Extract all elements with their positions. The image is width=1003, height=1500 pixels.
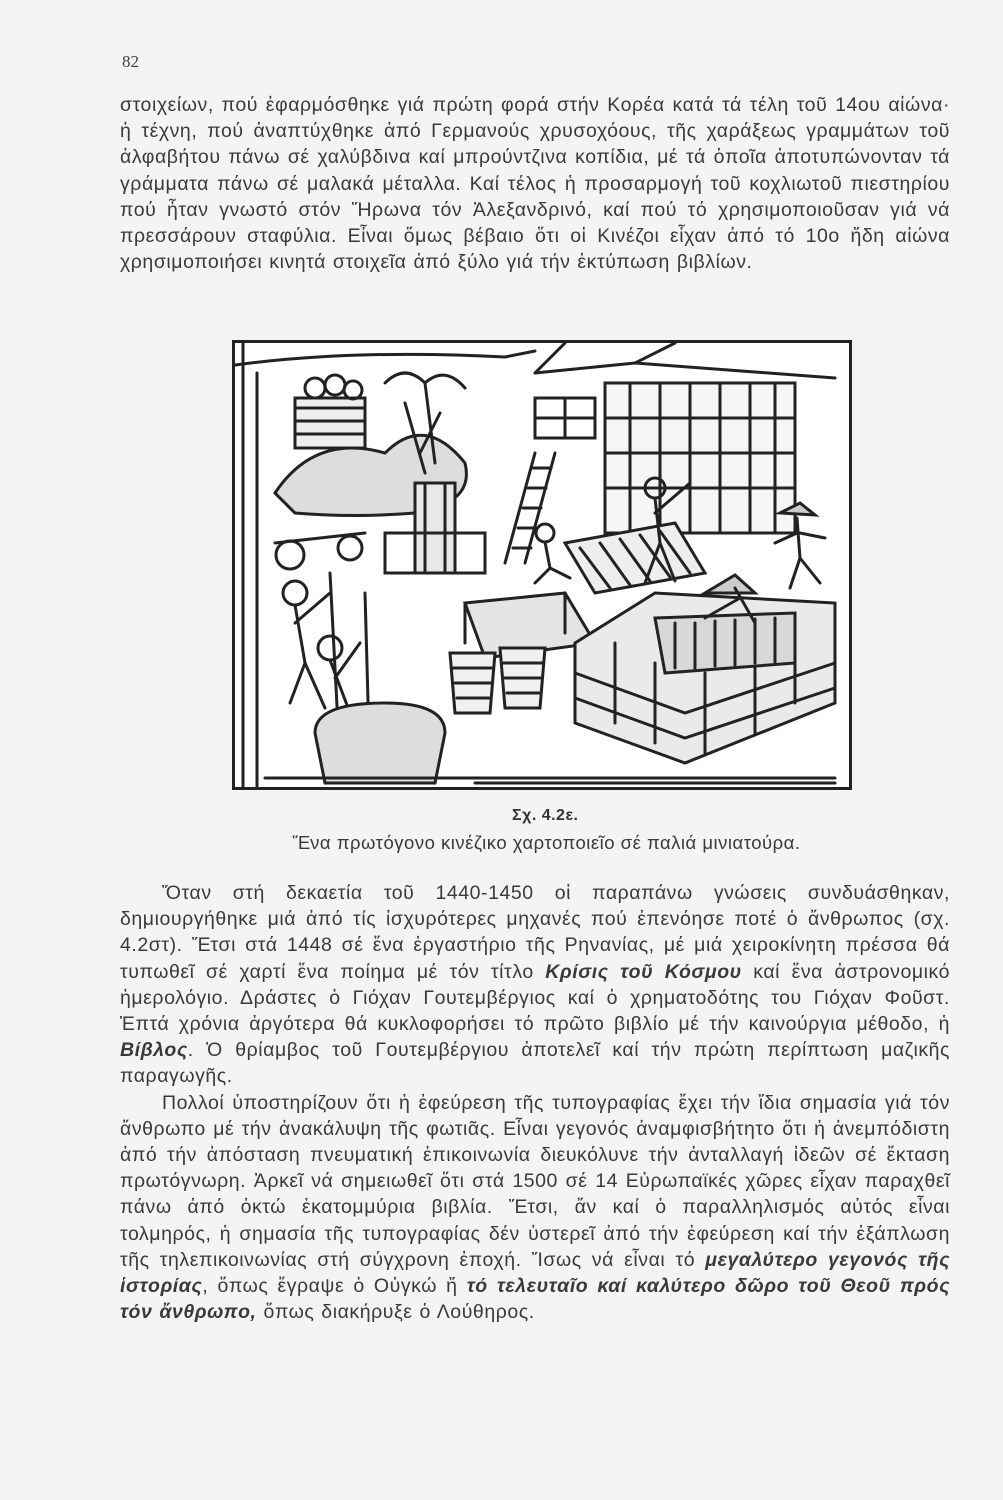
bible-title: Βίβλος — [120, 1039, 188, 1062]
poem-title: Κρίσις τοῦ Κόσμου — [545, 960, 742, 983]
paragraph-2-part-a: Ὅταν στή δεκαετία τοῦ 1440-1450 οἱ παραπάνω γνώσεις συνδυάσθηκαν, δημιουργήθηκε μιά ἀπό τίς ἰσχυρότερες μηχανές πού ἐπενόησε ποτέ ὁ ἄνθρωπος (σχ. 4.2στ). Ἔτσι στά 1448 σέ ἕνα ἐργαστήριο τῆς Ρηνανίας, μέ μιά χειροκίνητη πρέσσα θά τυπωθεῖ σέ χαρτί ἕνα ποίημα μέ τόν τίτλο — [120, 882, 950, 983]
figure-label: Σχ. 4.2ε. — [512, 807, 579, 824]
paragraph-2 — [120, 880, 950, 1090]
paragraph-3-part-c: ὅπως διακήρυξε ὁ Λούθηρος. — [256, 1301, 535, 1324]
paragraph-1-text: στοιχείων, πού ἐφαρμόσθηκε γιά πρώτη φορά στήν Κορέα κατά τά τέλη τοῦ 14ου αἰώνα· ἡ τέχνη, πού ἀναπτύχθηκε ἀπό Γερμανούς χρυσοχόους, τῆς χαράξεως γραμμάτων τοῦ ἀλφαβήτου πάνω σέ χαλύβδινα καί μπρούντζινα κοπίδια, μέ τά ὁποῖα ἀποτυπώνονταν τά γράμματα πάνω σέ μαλακά μέταλλα. Καί τέλος ἡ προσαρμογή τοῦ κοχλιωτοῦ πιεστηρίου πού ἦταν γνωστό στόν Ἥρωνα τόν Ἀλεξανδρινό, καί πού τό χρησιμοποιοῦσαν γιά νά πρεσσάρουν σταφύλια. Εἶναι ὅμως βέβαιο ὅτι οἱ Κινέζοι εἶχαν ἀπό τό 10ο ἤδη αἰώνα χρησιμοποιήσει κινητά στοιχεῖα ἀπό ξύλο γιά τήν ἐκτύπωση βιβλίων. — [120, 94, 950, 274]
paragraph-2-3-container — [120, 880, 950, 1325]
page-number: 82 — [122, 52, 139, 71]
paragraph-3 — [120, 1090, 950, 1326]
papermaking-woodcut — [235, 343, 849, 787]
paragraph-3-part-b: , ὅπως ἔγραψε ὁ Οὐγκώ ἤ — [202, 1275, 467, 1298]
paragraph-3-part-a: Πολλοί ὑποστηρίζουν ὅτι ἡ ἐφεύρεση τῆς τυπογραφίας ἔχει τήν ἴδια σημασία γιά τόν ἄνθρωπο μέ τήν ἀνακάλυψη τῆς φωτιᾶς. Εἶναι γεγονός ἀναμφισβήτητο ὅτι ἡ ἀνεμπόδιστη ἀπό τήν ἀπόσταση πνευματική ἐπικοινωνία διευκόλυνε τήν ἀνταλλαγή ἰδεῶν σέ ἔκταση πρωτόγνωρη. Ἀρκεῖ νά σημειωθεῖ ὅτι στά 1500 σέ 14 Εὐρωπαϊκές χῶρες εἶχαν παραχθεῖ πάνω ἀπό ὀκτώ ἑκατομμύρια βιβλία. Ἔτσι, ἄν καί ὁ παραλληλισμός αὐτός εἶναι τολμηρός, ἡ σημασία τῆς τυπογραφίας δέν ὑστερεῖ ἀπό τήν ἐφεύρεση καί τήν ἐξάπλωση τῆς τηλεπικοινωνίας στή σύγχρονη ἐποχή. Ἴσως νά εἶναι τό — [120, 1091, 950, 1271]
figure-illustration — [232, 340, 852, 790]
paragraph-2-part-c: . Ὁ θρίαμβος τοῦ Γουτεμβέργιου ἀποτελεῖ καί τήν πρώτη περίπτωση μαζικῆς παραγωγῆς. — [120, 1039, 950, 1088]
figure-caption: Ἕνα πρωτόγονο κινέζικο χαρτοποιεῖο σέ παλιά μινιατούρα. — [292, 832, 801, 853]
paragraph-2-part-b: καί ἕνα ἀστρονομικό ἡμερολόγιο. Δράστες ὁ Γιόχαν Γουτεμβέργιος καί ὁ χρηματοδότης του Γιόχαν Φοῦστ. Ἑπτά χρόνια ἀργότερα θά κυκλοφορήσει τό πρῶτο βιβλίο μέ τήν καινούργια μέθοδο, ἡ — [120, 960, 950, 1036]
paragraph-1 — [120, 92, 950, 275]
emphasis-luther: τό τελευταῖο καί καλύτερο δῶρο τοῦ Θεοῦ πρός τόν ἄνθρωπο, — [120, 1275, 950, 1324]
emphasis-hugo: μεγαλύτερο γεγονός τῆς ἱστορίας — [120, 1248, 951, 1298]
